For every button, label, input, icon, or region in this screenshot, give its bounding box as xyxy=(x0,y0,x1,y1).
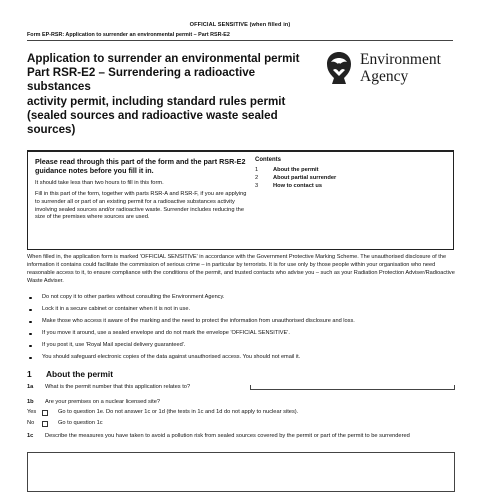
contents-item[interactable] xyxy=(255,183,445,191)
logo-line: Agency xyxy=(360,67,409,85)
question-1b xyxy=(27,399,160,407)
contents-item-number: 3 xyxy=(255,182,259,189)
title-line: activity permit, including standard rules permit xyxy=(27,94,286,108)
measures-textarea[interactable] xyxy=(27,452,455,492)
title-line: Part RSR-E2 – Surrendering a radioactive substances xyxy=(27,66,256,94)
permit-number-field[interactable] xyxy=(250,385,455,390)
contents-item-number: 2 xyxy=(255,174,259,181)
no-checkbox[interactable] xyxy=(42,421,48,427)
page-title xyxy=(27,52,317,137)
environment-agency-logo xyxy=(322,50,462,90)
contents-item-label: About the permit xyxy=(273,167,319,173)
question-number: 1c xyxy=(27,433,34,439)
question-number: 1a xyxy=(27,384,34,390)
option-label: Yes xyxy=(27,409,37,415)
bullet-item: You should safeguard electronic copies of the data against unauthorised access. You should not email it. xyxy=(27,354,455,362)
question-1c xyxy=(27,433,455,441)
logo-line: Environment xyxy=(360,51,441,68)
contents-title: Contents xyxy=(255,157,281,163)
title-line: Application to surrender an environmental permit xyxy=(27,52,300,65)
handling-bullets xyxy=(27,294,455,366)
question-1a xyxy=(27,384,190,392)
form-reference: Form EP-RSR: Application to surrender an environmental permit – Part RSR-E2 xyxy=(27,32,230,38)
question-text: What is the permit number that this application relates to? xyxy=(45,384,191,390)
question-text: Are your premises on a nuclear licensed site? xyxy=(45,399,161,405)
instructions-text: Fill in this part of the form, together with parts RSR-A and RSR-F, if you are applying to surrender all or part of an existing permit for a radioactive substances activity involving sealed sources and/or radioactive waste. Surrender includes reducing the size of the premises where sources are used. xyxy=(35,191,247,221)
contents-item-label: About partial surrender xyxy=(273,174,337,181)
bullet-item: If you move it around, use a sealed envelope and do not mark the envelope 'OFFICIAL SENSITIVE'. xyxy=(27,330,455,338)
contents-item-number: 1 xyxy=(255,167,259,173)
contents-item[interactable] xyxy=(255,175,445,183)
title-line: sources) xyxy=(27,123,76,137)
contents-item[interactable] xyxy=(255,167,445,175)
guidance-heading: Please read through this part of the form and the part RSR-E2 guidance notes before you fill it in. xyxy=(35,157,246,176)
bullet-item: Do not copy it to other parties without consulting the Environment Agency. xyxy=(27,294,455,302)
question-text: Describe the measures you have taken to avoid a pollution risk from sealed sources covered by the permit or part of the permit to be surrendered xyxy=(45,433,410,439)
crest-icon xyxy=(322,50,356,86)
contents-item-label: How to contact us xyxy=(273,182,322,189)
section-title: About the permit xyxy=(46,369,113,379)
question-number: 1b xyxy=(27,399,34,405)
contents-list xyxy=(255,157,445,190)
option-no xyxy=(27,420,103,428)
option-text: Go to question 1c xyxy=(58,420,103,426)
time-note: It should take less than two hours to fill in this form. xyxy=(35,179,164,186)
logo-wordmark xyxy=(360,52,441,85)
header-divider xyxy=(27,40,453,41)
yes-checkbox[interactable] xyxy=(42,410,48,416)
guidance-notes xyxy=(35,157,250,222)
marking-paragraph: When filled in, the application form is marked 'OFFICIAL SENSITIVE' in accordance with the Government Protective Marking Scheme. The unauthorised disclosure of the information it contains could facilitate the commission of serious crime – in particular by terrorists. It is for use only by those people within your organisation who need reasonable access to it, to ensure compliance with the conditions of the permit, and trusted contacts who advise you – such as your Radiation Protection Adviser/Radioactive Waste Adviser. xyxy=(27,254,455,284)
section-number: 1 xyxy=(27,369,32,379)
bullet-item: Make those who access it aware of the marking and the need to protect the information from unauthorised disclosure and loss. xyxy=(27,318,455,326)
security-banner: OFFICIAL SENSITIVE (when filled in) xyxy=(189,22,291,28)
bullet-item: Lock it in a secure cabinet or container when it is not in use. xyxy=(27,306,455,314)
bullet-item: If you post it, use 'Royal Mail special delivery guaranteed'. xyxy=(27,342,455,350)
option-yes xyxy=(27,409,298,417)
option-label: No xyxy=(27,420,35,426)
title-line: (sealed sources and radioactive waste sealed xyxy=(27,108,278,122)
option-text: Go to question 1e. Do not answer 1c or 1d (the tests in 1c and 1d do not apply to nuclear sites). xyxy=(58,409,299,415)
